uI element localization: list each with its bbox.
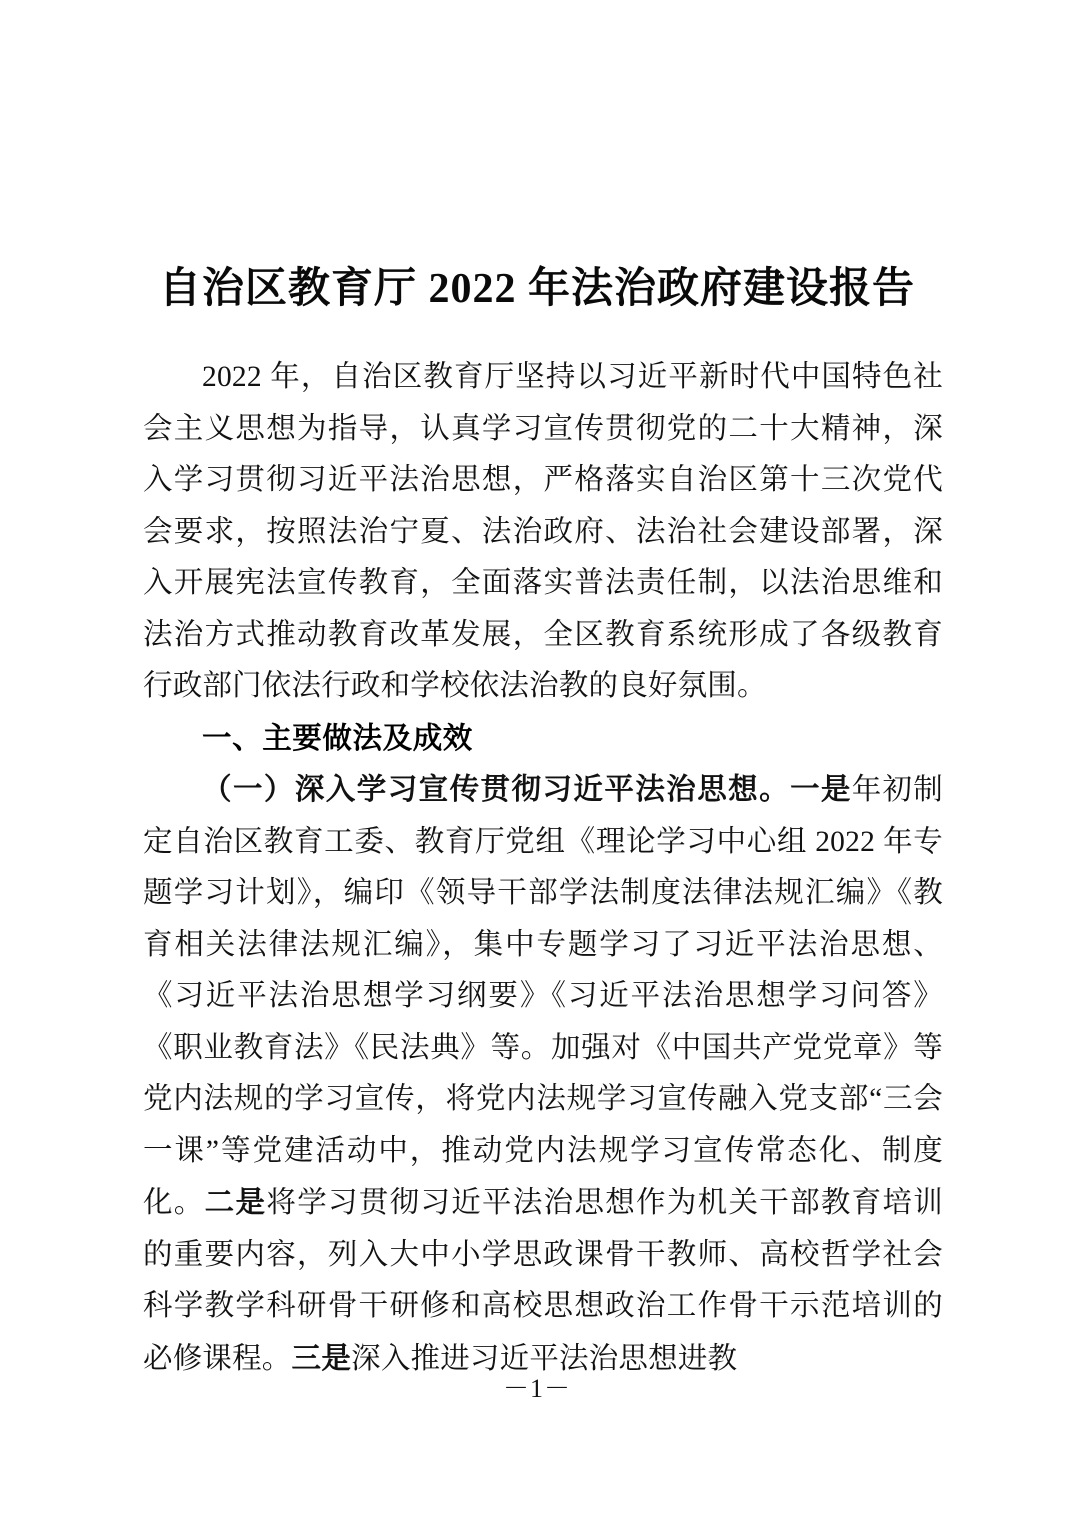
page-footer-blank-band [0,1420,1074,1520]
subsection-1-text-two: 将学习贯彻习近平法治思想作为机关干部教育培训的重要内容，列入大中小学思政课骨干教师、高校哲学社会科学教学科研骨干研修和高校思想政治工作骨干示范培训的必修课程。 [143,1187,943,1375]
document-title: 自治区教育厅 2022 年法治政府建设报告 [158,266,915,313]
opening-paragraph: 2022 年，自治区教育厅坚持以习近平新时代中国特色社会主义思想为指导，认真学习宣传贯彻党的二十大精神，深入学习贯彻习近平法治思想，严格落实自治区第十三次党代会要求，按照法治宁夏、法治政府、法治社会建设部署，深入开展宪法宣传教育，全面落实普法责任制，以法治思维和法治方式推动教育改革发展，全区教育系统形成了各级教育行政部门依法行政和学校依法治教的良好氛围。 [143,361,943,702]
subsection-1-paragraph [143,764,943,1385]
subsection-1-text-one: 年初制定自治区教育工委、教育厅党组《理论学习中心组 2022 年专题学习计划》，编印《领导干部学法制度法律法规汇编》《教育相关法律法规汇编》，集中专题学习了习近平法治思想、《习近平法治思想学习纲要》《习近平法治思想学习问答》《职业教育法》《民法典》等。加强对《中国共产党党章》等党内法规的学习宣传，将党内法规学习宣传融入党支部“三会一课”等党建活动中，推动党内法规学习宣传常态化、制度化。 [143,774,943,1219]
enumerator-three: 三是 [291,1341,352,1375]
enumerator-two: 二是 [204,1186,267,1219]
enumerator-one: 一是 [790,773,852,806]
subsection-1-text-three: 深入推进习近平法治思想进教 [351,1342,738,1375]
subsection-1-lead: （一）深入学习宣传贯彻习近平法治思想。 [202,774,791,806]
page-header-blank-band [0,0,1074,214]
section-heading-1: 一、主要做法及成效 [202,721,473,755]
document-body [143,352,943,1385]
page-number: －1－ [502,1374,571,1403]
